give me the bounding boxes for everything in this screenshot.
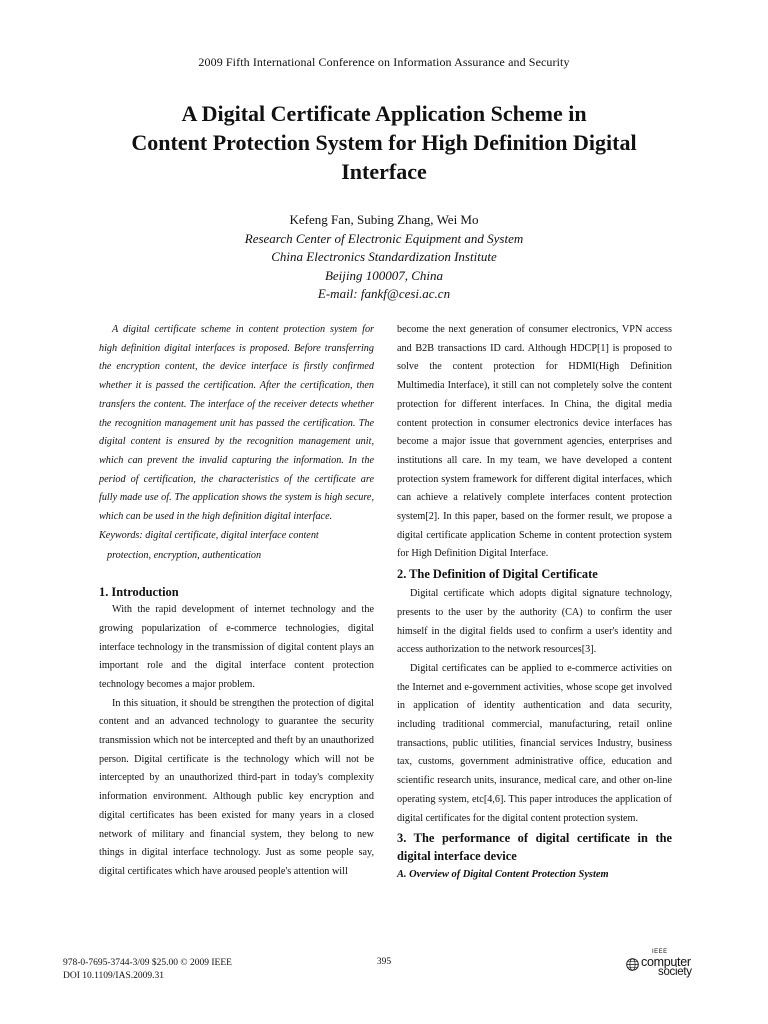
paragraph: become the next generation of consumer electronics, VPN access and B2B transactions ID card. Although HDCP[1] is proposed to solve the content protection for HDMI(High Definition Multimedia Interface), it still can not completely solve the content protection for different interfaces. In China, the digital media content protection in consumer electronics device interfaces has become a major issue that government agencies, enterprises and institutions all care. In my team, we have developed a content protection system framework for different digital interfaces, which can achieve a relatively complete interfaces content protection system[2]. In this paper, based on the former result, we propose a digital certificate application Scheme in content protection system for High Definition Digital Interface. xyxy=(397,324,672,560)
logo-society-text: society xyxy=(658,966,692,978)
logo-computer-text: computer xyxy=(641,955,691,969)
abstract: A digital certificate scheme in content protection system for high definition digital interfaces is proposed. Before transferring the encryption content, the device interface is firstly confirmed whether it is passed the certification. After the certification, then transfers the content. The interface of the receiver detects whether the recognition management unit has passed the certification. The digital content is ensured by the recognition management unit, which can prevent the invalid capturing the information. In the period of certification, the characteristics of the certificate are fully made use of. The application shows the system is high secure, which can be used in the high definition digital interface. xyxy=(99,324,374,523)
right-column xyxy=(397,321,672,883)
ieee-computer-society-logo xyxy=(626,949,706,983)
globe-icon xyxy=(626,958,639,971)
conference-header: 2009 Fifth International Conference on Information Assurance and Security xyxy=(198,55,570,69)
title-line: Content Protection System for High Definition Digital xyxy=(131,130,637,155)
subsection-heading-overview: A. Overview of Digital Content Protection System xyxy=(397,869,609,881)
title-line: A Digital Certificate Application Scheme in xyxy=(181,101,587,126)
doi-line: DOI 10.1109/IAS.2009.31 xyxy=(63,971,164,981)
section-heading-introduction: 1. Introduction xyxy=(99,585,179,600)
author-block xyxy=(0,211,768,304)
isbn-line: 978-0-7695-3744-3/09 $25.00 © 2009 IEEE xyxy=(63,958,232,968)
author-email: E-mail: fankf@cesi.ac.cn xyxy=(317,286,451,301)
left-column xyxy=(99,321,374,882)
paragraph: In this situation, it should be strengthen the protection of digital content and an advanced technology to guarantee the security transmission which not be intercepted and theft by an unauthorized person. Digital certificate is the technology which will not be intercepted by an unauthorized third-part in today's complexity information environment. Although public key encryption and digital certificates has been existed for many years in a closed network of military and financial system, they belong to new things in digital interface technology. Just as some people say, digital certificates which have aroused people's attention will xyxy=(99,697,374,877)
paragraph: Digital certificate which adopts digital signature technology, presents to the user by the authority (CA) to confirm the user himself in the digital fields used to confirm a user's identity and access authorization to the network resources[3]. xyxy=(397,588,672,656)
paper-title xyxy=(60,99,708,186)
section-heading-definition: 2. The Definition of Digital Certificate xyxy=(397,567,598,582)
affiliation-line: Research Center of Electronic Equipment and System xyxy=(244,230,524,246)
author-names: Kefeng Fan, Subing Zhang, Wei Mo xyxy=(289,212,479,227)
title-line: Interface xyxy=(341,159,427,184)
logo-ieee-text: IEEE xyxy=(652,949,668,955)
affiliation-line: Beijing 100007, China xyxy=(324,267,444,283)
paragraph: With the rapid development of internet technology and the growing popularization of e-commerce technologies, digital interface technology in the transmission of digital content plays an important role and the digital interface content protection technology becomes a major problem. xyxy=(99,604,374,690)
section-heading-performance: 3. The performance of digital certificate in the digital interface device xyxy=(397,831,672,864)
keywords xyxy=(99,527,374,566)
page-number: 395 xyxy=(376,957,392,967)
keywords-line: Keywords: digital certificate, digital interface content xyxy=(99,529,319,541)
affiliation-line: China Electronics Standardization Institute xyxy=(271,249,497,264)
keywords-line: protection, encryption, authentication xyxy=(107,550,262,562)
paragraph: Digital certificates can be applied to e-commerce activities on the Internet and e-government activities, whose scope get involved in application of identity authentication and data security, including traditional commercial, manufacturing, retail online transactions, public utilities, financial services Industry, business tax, customs, government administrative office, education and scientific research units, insurance, medical care, and other on-line operating system, etc[4,6]. This paper introduces the application of digital certificates for the digital content protection system. xyxy=(397,662,672,824)
